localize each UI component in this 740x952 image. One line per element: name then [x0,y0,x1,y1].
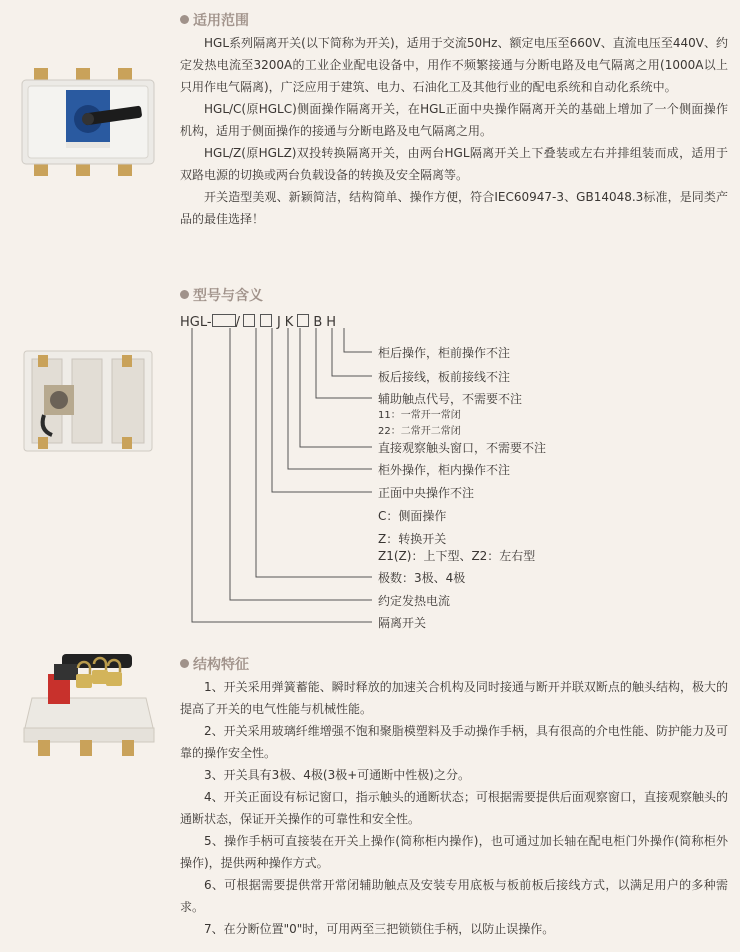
section-title-text: 结构特征 [193,657,249,673]
label-op-front: 正面中央操作不注 [378,486,475,500]
structure-item: 5、操作手柄可直接装在开关上操作(简称柜内操作)，也可通过加长轴在配电柜门外操作(简称柜外操作)，提供两种操作方式。 [180,834,728,870]
section-title-text: 型号与含义 [193,288,263,304]
label-aux-22: 22：二常开二常闭 [378,426,461,437]
label-name: 隔离开关 [378,616,427,630]
code-prefix: HGL- [180,315,212,330]
label-b: 板后接线，板前接线不注 [378,370,511,384]
label-k: 直接观察触头窗口，不需要不注 [378,441,547,455]
label-op-side: C：侧面操作 [378,509,447,523]
structure-list [180,676,728,940]
label-op-changeover: Z：转换开关 [378,532,447,546]
scope-paragraph-4: 开关造型美观、新颖简洁，结构简单、操作方便，符合IEC60947-3、GB14048.3标准，是同类产品的最佳选择！ [180,190,728,226]
bullet-icon [180,659,189,668]
label-aux-11: 11：一常开一常闭 [378,410,461,421]
code-slash: / [235,315,240,330]
structure-item: 6、可根据需要提供常开常闭辅助触点及安装专用底板与板前板后接线方式，以满足用户的多种需求。 [180,878,728,914]
code-b: B [313,315,323,330]
scope-paragraph-2: HGL/C(原HGLC)侧面操作隔离开关，在HGL正面中央操作隔离开关的基础上增加了一个侧面操作机构，适用于侧面操作的接通与分断电路及电气隔离之用。 [180,102,728,138]
scope-paragraph-1: HGL系列隔离开关(以下简称为开关)，适用于交流50Hz、额定电压至660V、直流电压至440V、约定发热电流至3200A的工业企业配电设备中，用作不频繁接通与分断电路及电气隔离之用(1000A以上只用作电气隔离)，广泛应用于建筑、电力、石油化工及其他行业的配电系统和自动化系统中。 [180,36,728,94]
scope-paragraph-3: HGL/Z(原HGLZ)双投转换隔离开关，由两台HGL隔离开关上下叠装或左右并排组装而成，适用于双路电源的切换或两台负载设备的转换及安全隔离等。 [180,146,728,182]
label-poles: 极数：3极、4极 [378,571,466,585]
label-h: 柜后操作，柜前操作不注 [378,346,511,360]
code-k: K [284,315,294,330]
structure-item: 4、开关正面设有标记窗口，指示触头的通断状态；可根据需要提供后面观察窗口，直接观察触头的通断状态，保证开关操作的可靠性和安全性。 [180,790,728,826]
structure-item: 3、开关具有3极、4极(3极+可通断中性极)之分。 [204,768,470,782]
structure-item: 7、在分断位置"0"时，可用两至三把锁锁住手柄，以防止误操作。 [204,922,555,936]
label-aux: 辅助触点代号，不需要不注 [378,392,523,406]
section-title-structure [180,654,249,674]
code-h: H [326,315,337,330]
product-photo-locked-switch [14,640,164,760]
code-j: J [276,315,281,330]
structure-item: 1、开关采用弹簧蓄能、瞬时释放的加速关合机构及同时接通与断开并联双断点的触头结构，极大的提高了开关的电气性能与机械性能。 [180,680,728,716]
section-title-text: 适用范围 [193,13,249,29]
label-j: 柜外操作，柜内操作不注 [378,463,511,477]
label-current: 约定发热电流 [378,594,451,608]
label-op-types: Z1(Z)：上下型、Z2：左右型 [378,549,536,563]
structure-item: 2、开关采用玻璃纤维增强不饱和聚脂模塑料及手动操作手柄，具有很高的介电性能、防护能力及可靠的操作安全性。 [180,724,728,760]
